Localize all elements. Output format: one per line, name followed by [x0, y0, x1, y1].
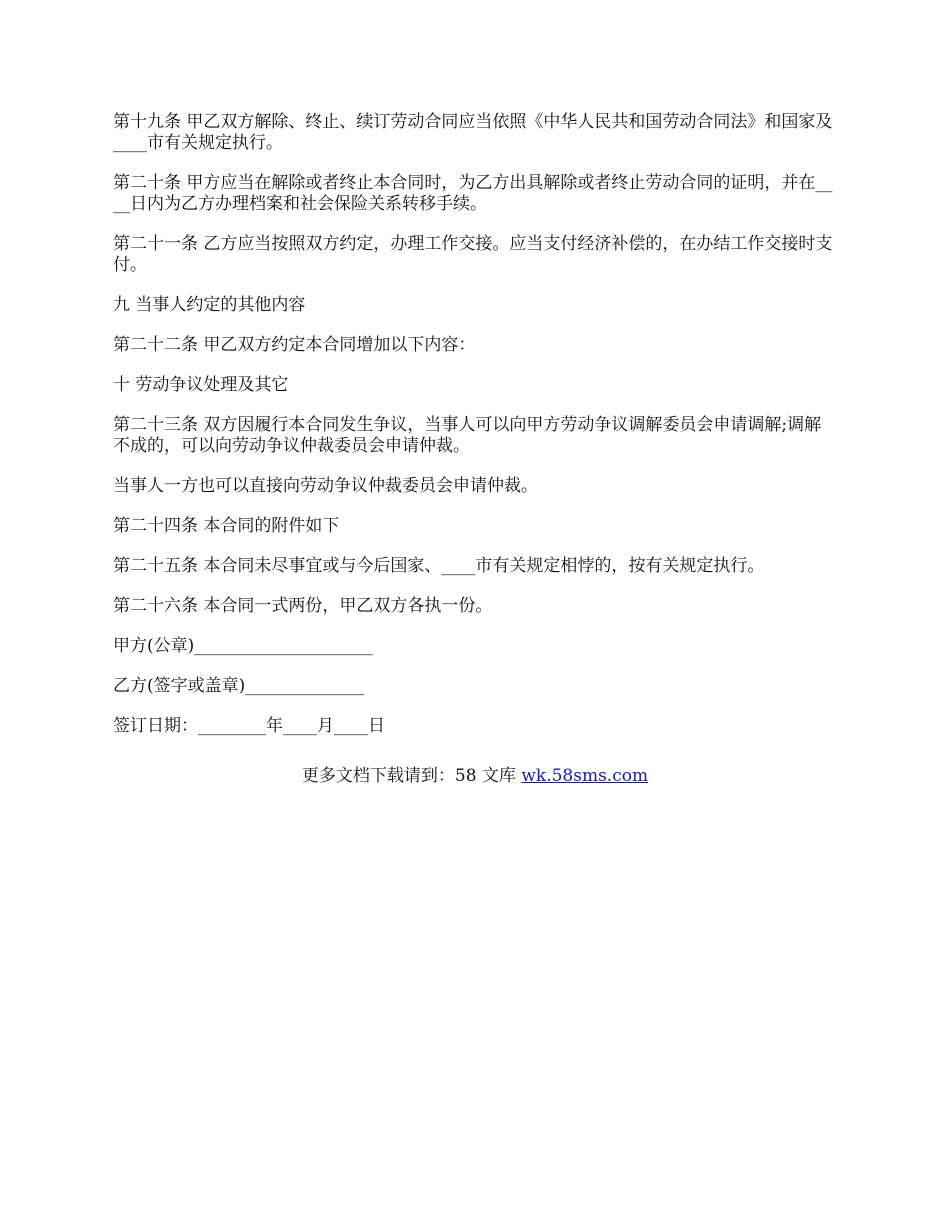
signing-date-line: 签订日期：________年____月____日 — [113, 716, 385, 736]
footer-prefix: 更多文档下载请到：58 文库 — [301, 766, 522, 786]
arbitration-note: 当事人一方也可以直接向劳动争议仲裁委员会申请仲裁。 — [113, 476, 538, 496]
article-24: 第二十四条 本合同的附件如下 — [113, 516, 340, 536]
article-19: 第十九条 甲乙双方解除、终止、续订劳动合同应当依照《中华人民共和国劳动合同法》和国家及____市有关规定执行。 — [113, 112, 833, 153]
article-22: 第二十二条 甲乙双方约定本合同增加以下内容： — [113, 335, 476, 355]
footer-link[interactable]: wk.58sms.com — [521, 766, 649, 786]
article-26: 第二十六条 本合同一式两份，甲乙双方各执一份。 — [113, 596, 493, 616]
article-23: 第二十三条 双方因履行本合同发生争议，当事人可以向甲方劳动争议调解委员会申请调解;调解不成的，可以向劳动争议仲裁委员会申请仲裁。 — [113, 415, 822, 456]
article-20: 第二十条 甲方应当在解除或者终止本合同时，为乙方出具解除或者终止劳动合同的证明，并在____日内为乙方办理档案和社会保险关系转移手续。 — [113, 173, 833, 214]
document-body — [113, 112, 838, 756]
article-25: 第二十五条 本合同未尽事宜或与今后国家、____市有关规定相悖的，按有关规定执行。 — [113, 556, 765, 576]
party-a-seal-line: 甲方(公章)_____________________ — [113, 636, 373, 656]
section-9-heading: 九 当事人约定的其他内容 — [113, 295, 306, 315]
section-10-heading: 十 劳动争议处理及其它 — [113, 375, 289, 395]
party-b-signature-line: 乙方(签字或盖章)______________ — [113, 676, 365, 696]
article-21: 第二十一条 乙方应当按照双方约定，办理工作交接。应当支付经济补偿的，在办结工作交接时支付。 — [113, 234, 833, 275]
download-footer — [0, 766, 950, 787]
